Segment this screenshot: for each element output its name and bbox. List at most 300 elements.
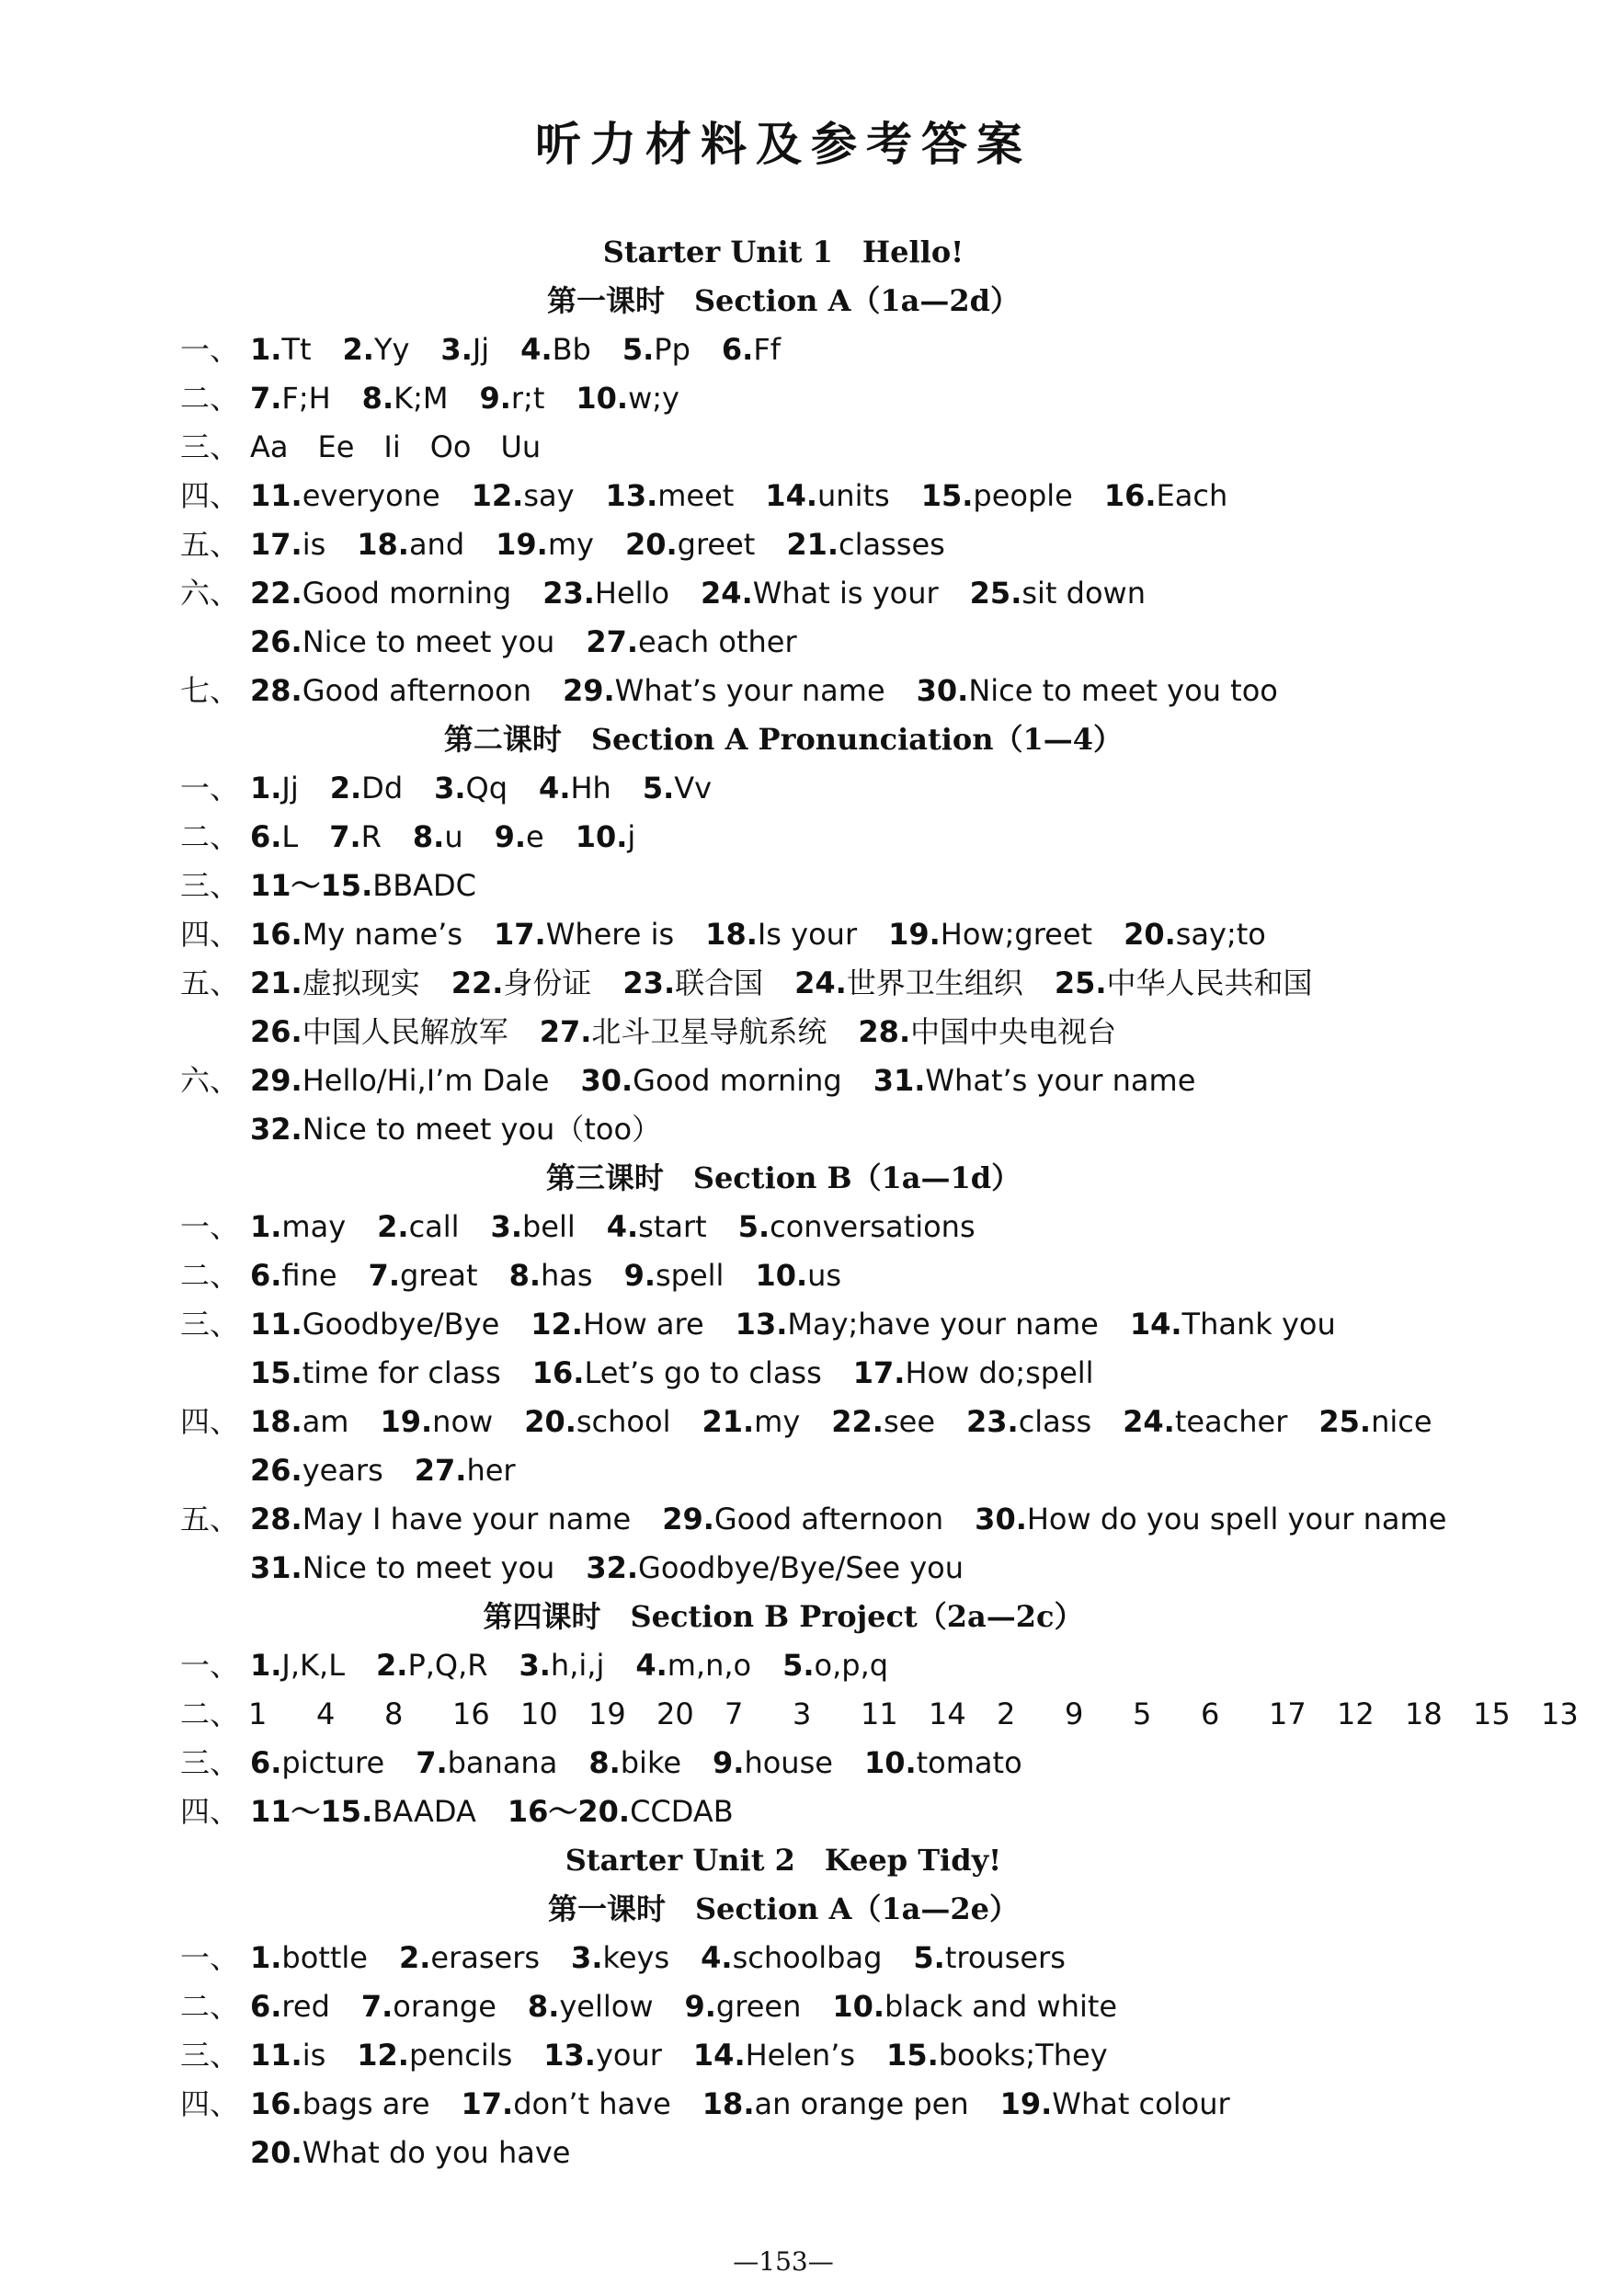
answer-text: e	[526, 819, 544, 854]
answer-line	[250, 1349, 1125, 1398]
answer-line	[180, 813, 667, 862]
number-sequence-line	[180, 1690, 1609, 1739]
answer-item	[543, 2031, 662, 2080]
answer-item	[1130, 1300, 1336, 1349]
answer-text: Tt	[281, 332, 312, 367]
answer-text: yellow	[559, 1989, 654, 2024]
answer-text: is	[302, 2038, 326, 2073]
question-number: 26.	[250, 624, 302, 659]
unit-heading: Starter Unit 1 Hello!	[602, 234, 964, 269]
answer-text: Goodbye/Bye	[302, 1307, 500, 1342]
answer-text: books;They	[938, 2038, 1108, 2073]
answer-text: don’t have	[513, 2086, 671, 2121]
answer-item	[462, 2080, 671, 2129]
answer-item	[250, 667, 531, 715]
answer-text: bike	[620, 1745, 682, 1780]
question-number: 3.	[519, 1648, 551, 1683]
sequence-number: 5	[1133, 1696, 1152, 1731]
answer-item	[685, 1982, 802, 2031]
lesson-heading: 第四课时 Section B Project（2a—2c）	[483, 1599, 1084, 1634]
answer-item	[250, 1349, 501, 1398]
answer-item	[250, 1739, 384, 1788]
sequence-number: 1	[248, 1696, 268, 1731]
question-group-number: 一、	[180, 1209, 240, 1244]
answer-text: R	[360, 819, 382, 854]
answer-item	[794, 959, 1023, 1008]
question-number: 28.	[858, 1014, 911, 1049]
answer-text: F;H	[281, 381, 331, 416]
answer-item	[576, 374, 679, 423]
question-number: 27.	[414, 1453, 467, 1488]
question-number: 29.	[250, 1063, 302, 1098]
answer-text: Yy	[373, 332, 410, 367]
question-group-number: 六、	[180, 1063, 240, 1098]
answer-item	[472, 472, 575, 520]
answer-line	[180, 472, 1259, 520]
answer-line	[180, 1788, 765, 1836]
question-group-number: 四、	[180, 478, 240, 513]
answer-item	[853, 1349, 1094, 1398]
answer-item	[970, 569, 1146, 618]
lesson-heading: 第一课时 Section A（1a—2d）	[546, 283, 1021, 318]
answer-item	[540, 1008, 827, 1057]
answer-text: Is your	[757, 917, 858, 952]
answer-text: 身份证	[503, 965, 592, 1000]
sequence-number: 20	[656, 1696, 694, 1731]
sequence-number: 18	[1405, 1696, 1443, 1731]
question-number: 19.	[999, 2086, 1053, 2121]
answer-item	[755, 1251, 841, 1300]
answer-item	[1318, 1398, 1432, 1446]
answer-item	[913, 1934, 1065, 1982]
question-number: 5.	[622, 332, 655, 367]
lesson-heading: 第一课时 Section A（1a—2e）	[547, 1891, 1020, 1926]
answer-text: o,p,q	[814, 1648, 889, 1683]
answer-text: units	[817, 478, 890, 513]
question-number: 11.	[250, 478, 302, 513]
answer-item	[701, 569, 939, 618]
question-number: 4.	[701, 1940, 733, 1975]
answer-item	[635, 1641, 751, 1690]
question-group-number: 七、	[180, 673, 240, 708]
question-number: 1.	[250, 332, 282, 367]
answer-text: Each	[1156, 478, 1228, 513]
answer-text: great	[399, 1258, 478, 1293]
answer-line	[250, 1105, 692, 1154]
question-number: 9.	[479, 381, 511, 416]
answer-item	[250, 374, 331, 423]
answer-text: Aa Ee Ii Oo Uu	[250, 429, 542, 464]
question-number: 8.	[412, 819, 445, 854]
question-number: 23.	[966, 1404, 1019, 1439]
sequence-number: 19	[588, 1696, 626, 1731]
question-number: 4.	[539, 771, 571, 805]
answer-text: orange	[393, 1989, 496, 2024]
answer-item	[519, 1641, 605, 1690]
question-number: 24.	[1123, 1404, 1175, 1439]
answer-item	[330, 764, 403, 813]
answer-item	[662, 1495, 943, 1544]
answer-item	[864, 1739, 1022, 1788]
answer-text: and	[408, 527, 465, 562]
answer-item	[343, 326, 410, 374]
answer-text: my	[547, 527, 594, 562]
sequence-number: 15	[1473, 1696, 1511, 1731]
question-number: 26.	[250, 1014, 302, 1049]
answer-text: Nice to meet you（too）	[302, 1112, 662, 1147]
sequence-number: 11	[861, 1696, 898, 1731]
question-number: 32.	[250, 1112, 302, 1147]
sequence-number: 14	[929, 1696, 966, 1731]
answer-line	[180, 1057, 1227, 1105]
answer-item	[624, 1251, 725, 1300]
answer-item	[831, 1398, 935, 1446]
answer-line	[180, 667, 1309, 715]
question-number: 4.	[635, 1648, 668, 1683]
answer-item	[1055, 959, 1313, 1008]
question-number: 11.	[250, 1307, 302, 1342]
question-number: 7.	[329, 819, 361, 854]
answer-item	[250, 618, 554, 667]
answer-text: may	[281, 1209, 347, 1244]
answer-item	[580, 1057, 841, 1105]
answer-item	[357, 2031, 512, 2080]
question-number: 5.	[642, 771, 675, 805]
question-number: 5.	[737, 1209, 770, 1244]
answer-item	[586, 1544, 964, 1593]
answer-text: Bb	[552, 332, 591, 367]
answer-item	[377, 1203, 459, 1251]
sequence-number: 12	[1337, 1696, 1375, 1731]
answer-item	[607, 1203, 707, 1251]
question-number: 22.	[451, 965, 504, 1000]
answer-item	[380, 1398, 493, 1446]
answer-text: call	[408, 1209, 460, 1244]
answer-item	[701, 1934, 882, 1982]
question-number: 2.	[342, 332, 374, 367]
answer-text: your	[595, 2038, 662, 2073]
question-number: 9.	[623, 1258, 656, 1293]
answer-item	[524, 1398, 670, 1446]
answer-item	[563, 667, 885, 715]
answer-text: What’s your name	[925, 1063, 1196, 1098]
question-group-number: 四、	[180, 1794, 240, 1829]
question-number: 24.	[701, 576, 753, 611]
question-number: 1.	[250, 1209, 282, 1244]
answer-item	[625, 520, 755, 569]
answer-item	[250, 569, 511, 618]
answer-text: Nice to meet you	[302, 1550, 555, 1585]
question-number: 30.	[916, 673, 969, 708]
answer-text: 中国中央电视台	[910, 1014, 1117, 1049]
question-group-number: 一、	[180, 1940, 240, 1975]
question-number: 9.	[684, 1989, 716, 2024]
answer-text: Nice to meet you	[302, 624, 555, 659]
answer-text: tomato	[916, 1745, 1022, 1780]
answer-text: Where is	[545, 917, 675, 952]
answer-item	[451, 959, 592, 1008]
question-number: 3.	[490, 1209, 522, 1244]
answer-text: Thank you	[1181, 1307, 1336, 1342]
question-group-number: 三、	[180, 429, 240, 464]
answer-item	[622, 959, 763, 1008]
answer-text: Good morning	[633, 1063, 842, 1098]
question-number: 21.	[786, 527, 839, 562]
answer-text: Dd	[361, 771, 404, 805]
answer-text: am	[302, 1404, 349, 1439]
answer-text: Nice to meet you too	[968, 673, 1278, 708]
answer-line	[180, 1982, 1148, 2031]
answer-item	[539, 764, 611, 813]
answer-item	[250, 520, 325, 569]
question-number: 11.	[250, 2038, 302, 2073]
question-number: 3.	[571, 1940, 603, 1975]
answer-text: r;t	[510, 381, 545, 416]
answer-text: How are	[582, 1307, 704, 1342]
answer-text: Jj	[472, 332, 490, 367]
answer-item	[250, 1544, 554, 1593]
question-number: 8.	[508, 1258, 541, 1293]
answer-text: My name’s	[302, 917, 462, 952]
answer-text: How do you spell your name	[1026, 1502, 1447, 1536]
question-group-number: 四、	[180, 1404, 240, 1439]
answer-item	[250, 1251, 337, 1300]
question-number: 5.	[782, 1648, 815, 1683]
question-group-number: 四、	[180, 917, 240, 952]
answer-line	[250, 2129, 601, 2177]
answer-line	[180, 1934, 1097, 1982]
question-number: 20.	[250, 2135, 302, 2170]
question-number: 7.	[360, 1989, 394, 2024]
answer-item	[888, 910, 1092, 959]
answer-item	[250, 2129, 570, 2177]
answer-item	[576, 813, 636, 862]
answer-item	[1123, 1398, 1287, 1446]
answer-text: is	[302, 527, 326, 562]
answer-line	[180, 1641, 919, 1690]
question-number: 4.	[520, 332, 553, 367]
answer-item	[921, 472, 1073, 520]
answer-item	[765, 472, 889, 520]
answer-item	[782, 1641, 888, 1690]
answer-item	[858, 1008, 1116, 1057]
question-number: 7.	[416, 1745, 448, 1780]
answer-item	[693, 2031, 855, 2080]
answer-line	[180, 1739, 1054, 1788]
answer-text: meet	[657, 478, 735, 513]
question-number: 14.	[1129, 1307, 1182, 1342]
question-number: 23.	[542, 576, 595, 611]
answer-item	[571, 1934, 669, 1982]
answer-item	[250, 813, 298, 862]
answer-text: sit down	[1021, 576, 1146, 611]
question-number: 29.	[662, 1502, 714, 1536]
question-number: 27.	[586, 624, 639, 659]
answer-line	[180, 326, 812, 374]
question-number: 6.	[250, 1258, 282, 1293]
answer-line	[180, 1251, 873, 1300]
answer-item	[1104, 472, 1227, 520]
answer-item	[702, 1398, 800, 1446]
answer-line	[180, 2031, 1139, 2080]
answer-text: each other	[638, 624, 797, 659]
question-number: 17.	[852, 1355, 906, 1390]
answer-text: What do you have	[302, 2135, 571, 2170]
answer-item	[531, 1300, 703, 1349]
sequence-number: 6	[1201, 1696, 1220, 1731]
question-group-number: 四、	[180, 2086, 240, 2121]
answer-item	[416, 1739, 557, 1788]
answer-item	[250, 1934, 368, 1982]
question-number: 18.	[357, 527, 409, 562]
sequence-number: 16	[452, 1696, 490, 1731]
question-number: 8.	[361, 381, 394, 416]
answer-text: h,i,j	[550, 1648, 605, 1683]
sequence-number: 9	[1065, 1696, 1084, 1731]
question-number: 29.	[562, 673, 615, 708]
answer-item	[736, 1300, 1099, 1349]
sequence-number: 17	[1269, 1696, 1307, 1731]
answer-text: everyone	[302, 478, 440, 513]
answer-text: j	[627, 819, 636, 854]
question-number: 30.	[580, 1063, 633, 1098]
answer-item	[622, 326, 690, 374]
question-group-number: 二、	[180, 819, 240, 854]
answer-item	[250, 1788, 476, 1836]
answer-line	[180, 520, 976, 569]
answer-item	[917, 667, 1278, 715]
answer-item	[643, 764, 712, 813]
lesson-heading: 第二课时 Section A Pronunciation（1—4）	[443, 722, 1124, 757]
lesson-heading: 第三课时 Section B（1a—1d）	[545, 1160, 1021, 1195]
question-number: 16.	[250, 917, 302, 952]
question-number: 8.	[527, 1989, 560, 2024]
answer-text: P,Q,R	[407, 1648, 488, 1683]
sequence-number: 10	[520, 1696, 558, 1731]
answer-item	[702, 2080, 969, 2129]
question-number: 3.	[440, 332, 473, 367]
answer-item	[399, 1934, 540, 1982]
answer-text: Ff	[753, 332, 781, 367]
question-number: 1.	[250, 1940, 282, 1975]
answer-line	[180, 1300, 1367, 1349]
question-number: 19.	[888, 917, 941, 952]
answer-text: 中国人民解放军	[302, 1014, 508, 1049]
answer-text: red	[281, 1989, 330, 2024]
question-number: 6.	[250, 1745, 282, 1780]
answer-text: Good afternoon	[302, 673, 531, 708]
answer-text: spell	[655, 1258, 725, 1293]
answer-line	[250, 1008, 1147, 1057]
answer-text: my	[754, 1404, 801, 1439]
answer-text: BBADC	[372, 868, 477, 903]
question-number: 9.	[713, 1745, 745, 1780]
question-number: 16.	[1103, 478, 1157, 513]
question-number: 25.	[1054, 965, 1107, 1000]
answer-item	[586, 618, 796, 667]
answer-text: her	[466, 1453, 516, 1488]
answer-item	[250, 472, 440, 520]
question-number: 1.	[250, 771, 282, 805]
answer-item	[520, 326, 591, 374]
answer-text: schoolbag	[732, 1940, 883, 1975]
question-number: 15.	[920, 478, 974, 513]
answer-item	[250, 2031, 325, 2080]
question-number: 12.	[357, 2038, 409, 2073]
answer-line	[180, 862, 508, 910]
question-number: 28.	[250, 1502, 302, 1536]
answer-item	[1124, 910, 1266, 959]
answer-item	[250, 1300, 499, 1349]
answer-text: school	[576, 1404, 671, 1439]
question-number: 20.	[524, 1404, 576, 1439]
answer-item	[786, 520, 944, 569]
question-number: 15.	[250, 1355, 302, 1390]
answer-text: fine	[281, 1258, 337, 1293]
question-number: 7.	[368, 1258, 400, 1293]
answer-text: teacher	[1174, 1404, 1288, 1439]
answer-text: 世界卫生组织	[846, 965, 1023, 1000]
answer-text: house	[744, 1745, 833, 1780]
answer-line	[180, 2080, 1261, 2129]
answer-text: u	[444, 819, 463, 854]
answer-text: has	[541, 1258, 593, 1293]
question-number: 6.	[721, 332, 754, 367]
question-number: 27.	[539, 1014, 592, 1049]
answer-text: see	[883, 1404, 935, 1439]
answer-text: Pp	[654, 332, 690, 367]
answer-line	[180, 423, 541, 472]
question-number: 6.	[250, 1989, 282, 2024]
question-number: 10.	[576, 381, 629, 416]
question-group-number: 一、	[180, 771, 240, 805]
answer-item	[250, 2080, 430, 2129]
answer-text: black and white	[884, 1989, 1118, 2024]
question-group-number: 二、	[180, 1258, 240, 1293]
question-number: 16～20.	[507, 1794, 631, 1829]
answer-item	[508, 1788, 734, 1836]
answer-item	[1000, 2080, 1230, 2129]
question-number: 2.	[329, 771, 362, 805]
answer-text: class	[1018, 1404, 1092, 1439]
question-number: 31.	[250, 1550, 302, 1585]
answer-item	[588, 1739, 681, 1788]
answer-line	[180, 1398, 1464, 1446]
answer-text: keys	[602, 1940, 670, 1975]
answer-text: now	[432, 1404, 494, 1439]
question-number: 17.	[461, 2086, 514, 2121]
question-group-number: 二、	[180, 1989, 240, 2024]
sequence-number: 13	[1541, 1696, 1579, 1731]
question-number: 16.	[250, 2086, 302, 2121]
answer-text: Good morning	[302, 576, 512, 611]
answer-text: CCDAB	[630, 1794, 734, 1829]
answer-item	[705, 910, 857, 959]
answer-text: Let’s go to class	[584, 1355, 822, 1390]
question-number: 28.	[250, 673, 302, 708]
answer-item	[250, 959, 420, 1008]
answer-item	[250, 862, 476, 910]
question-number: 10.	[863, 1745, 917, 1780]
question-number: 18.	[702, 2086, 755, 2121]
answer-item	[357, 520, 464, 569]
answer-item	[361, 1982, 496, 2031]
answer-item	[250, 1495, 631, 1544]
question-number: 14.	[692, 2038, 746, 2073]
answer-text: picture	[281, 1745, 385, 1780]
answer-text: What is your	[752, 576, 939, 611]
answer-text: pencils	[408, 2038, 513, 2073]
